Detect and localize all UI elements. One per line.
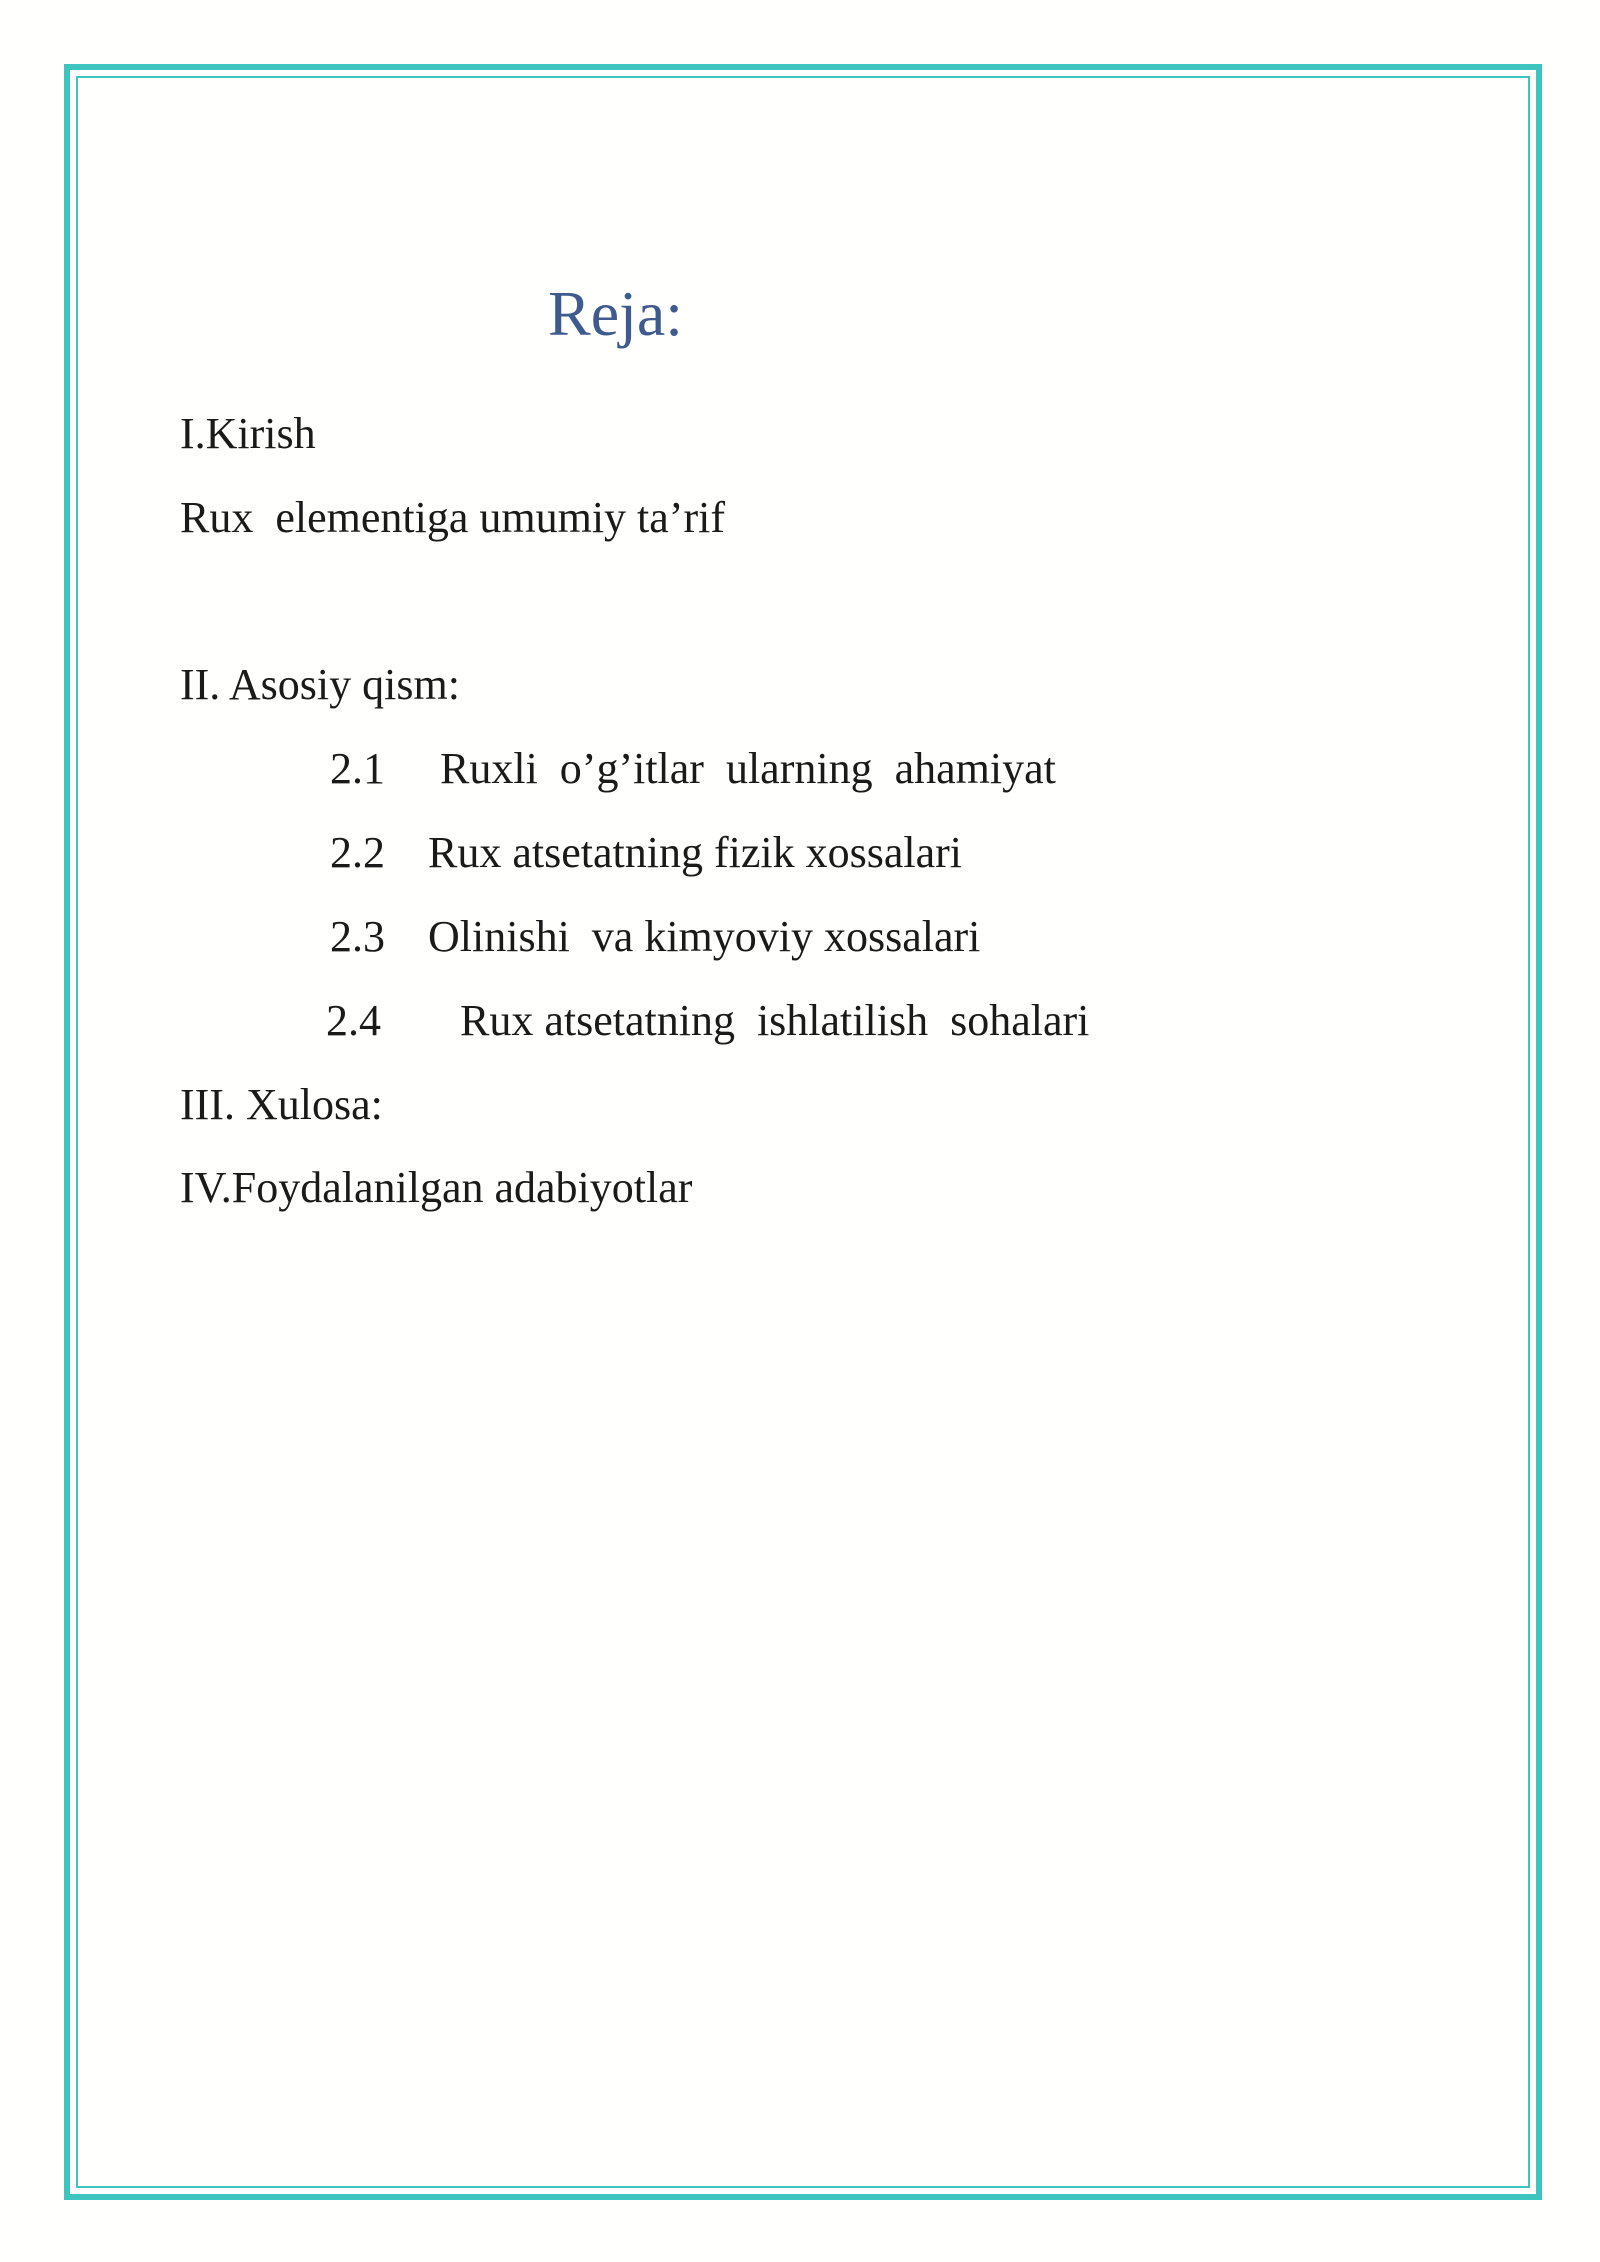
- subitem-number: 2.1: [330, 744, 385, 793]
- subitem-text: Olinishi va kimyoviy xossalari: [428, 912, 981, 961]
- outline-item-conclusion: III. Xulosa:: [180, 1080, 383, 1129]
- page-title: Reja:: [548, 278, 684, 349]
- outline-item-main: II. Asosiy qism:: [180, 660, 460, 709]
- subitem-number: 2.3: [330, 912, 385, 961]
- subitem-number: 2.4: [326, 996, 381, 1045]
- subitem-text: Rux atsetatning fizik xossalari: [428, 828, 962, 877]
- outline-item-intro-sub: Rux elementiga umumiy ta’rif: [180, 493, 725, 542]
- outline-item-intro: I.Kirish: [180, 409, 316, 458]
- subitem-number: 2.2: [330, 828, 385, 877]
- outline-item-references: IV.Foydalanilgan adabiyotlar: [180, 1163, 693, 1212]
- page-border-inner: [76, 76, 1530, 2188]
- subitem-text: Rux atsetatning ishlatilish sohalari: [460, 996, 1090, 1045]
- subitem-text: Ruxli o’g’itlar ularning ahamiyat: [440, 744, 1056, 793]
